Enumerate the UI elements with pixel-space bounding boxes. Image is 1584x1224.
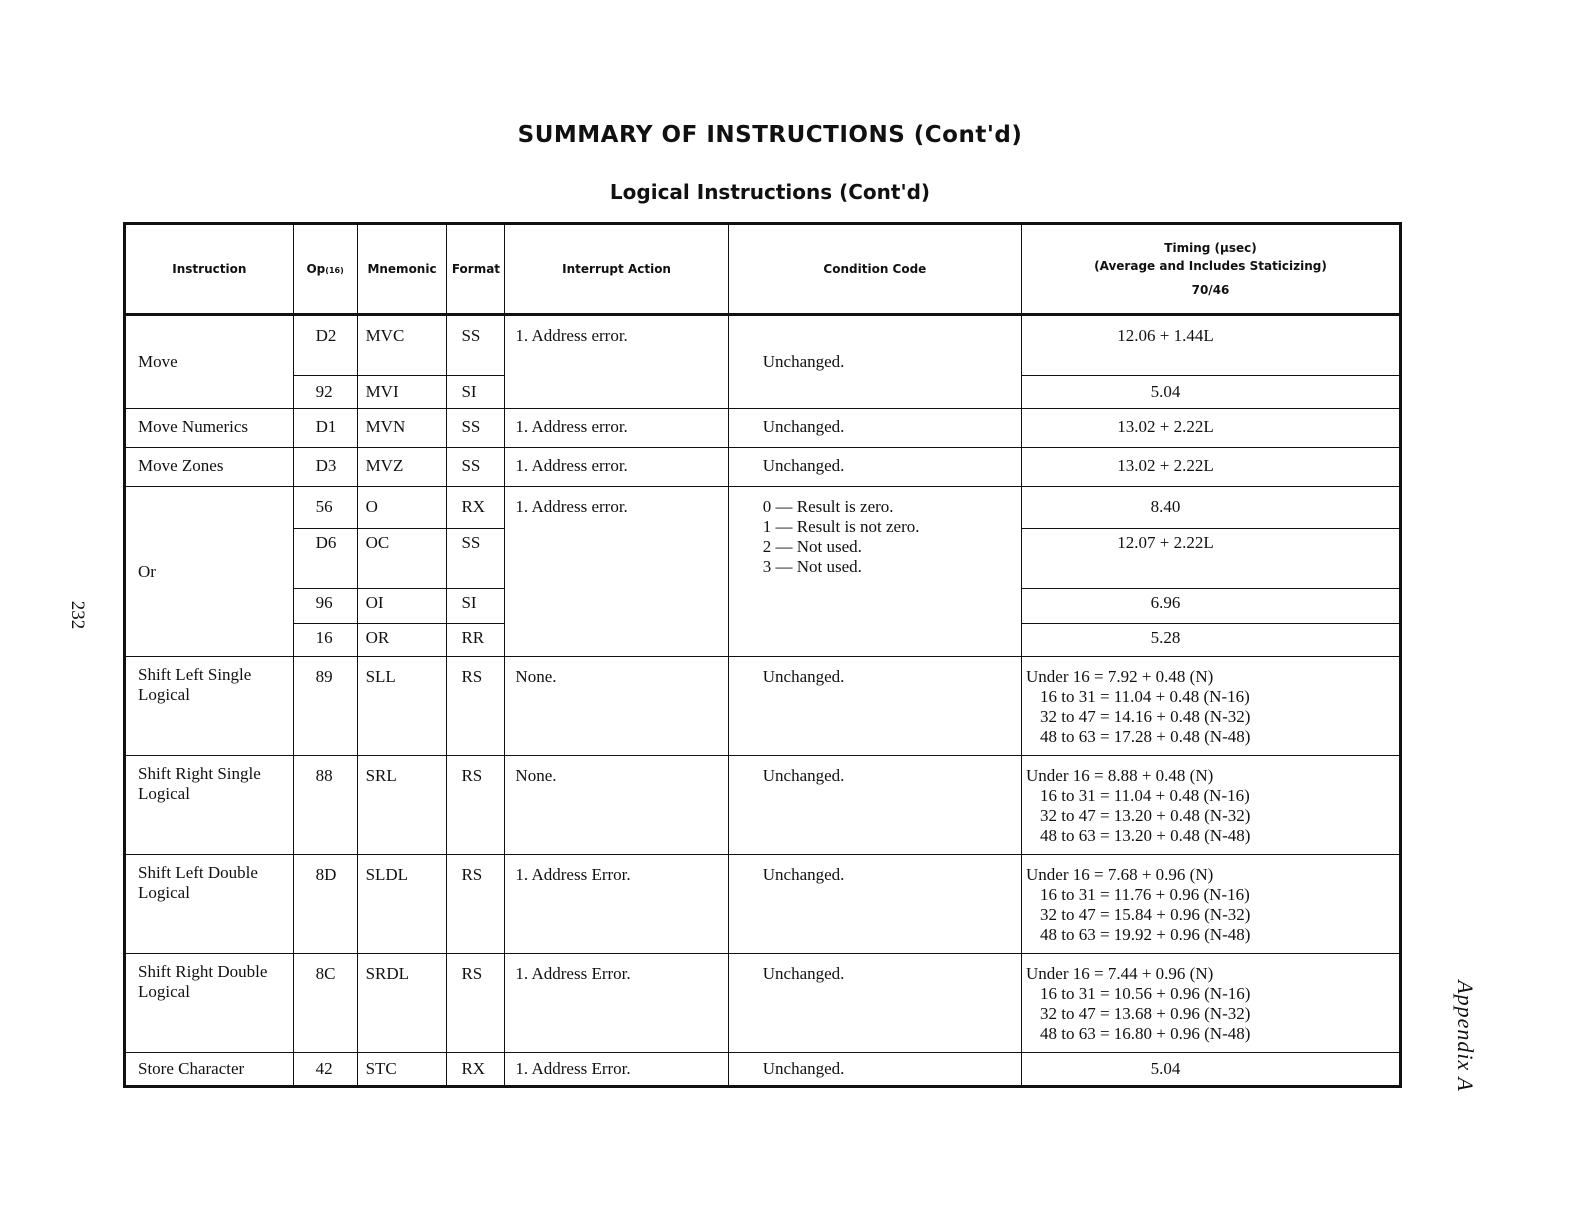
interrupt-cell: 1. Address Error. — [505, 1053, 728, 1087]
timing-line: 16 to 31 = 11.04 + 0.48 (N-16) — [1040, 687, 1250, 706]
instruction-cell: Move Numerics — [125, 409, 294, 448]
timing-line: Under 16 = 8.88 + 0.48 (N) — [1026, 766, 1214, 785]
page-title: SUMMARY OF INSTRUCTIONS (Cont'd) — [517, 122, 1023, 148]
timing-line: 48 to 63 = 17.28 + 0.48 (N-48) — [1040, 727, 1251, 746]
mnemonic-cell: MVC — [357, 315, 447, 376]
timing-line: 32 to 47 = 13.20 + 0.48 (N-32) — [1040, 806, 1251, 825]
interrupt-cell: 1. Address error. — [505, 487, 728, 657]
format-cell: RS — [447, 657, 505, 756]
instruction-cell: Move Zones — [125, 448, 294, 487]
table-row — [125, 756, 1401, 855]
timing-cell: 6.96 — [1022, 589, 1401, 624]
instruction-line: Shift Left Single — [138, 665, 252, 684]
mnemonic-cell: OC — [357, 529, 447, 589]
col-timing-line1: Timing (μsec) — [1164, 241, 1257, 255]
table-row — [125, 855, 1401, 954]
timing-line: 16 to 31 = 11.76 + 0.96 (N-16) — [1040, 885, 1250, 904]
mnemonic-cell: O — [357, 487, 447, 529]
mnemonic-cell: MVZ — [357, 448, 447, 487]
table-row — [125, 954, 1401, 1053]
appendix-letter: A — [1453, 1077, 1478, 1092]
header-row — [125, 224, 1401, 315]
col-timing-line2: (Average and Includes Staticizing) — [1094, 259, 1327, 273]
timing-line: 16 to 31 = 10.56 + 0.96 (N-16) — [1040, 984, 1251, 1003]
table-row — [125, 487, 1401, 529]
interrupt-cell: 1. Address error. — [505, 409, 728, 448]
condition-cell: Unchanged. — [728, 409, 1021, 448]
op-cell: D2 — [293, 315, 357, 376]
table-row — [125, 657, 1401, 756]
mnemonic-cell: MVI — [357, 376, 447, 409]
col-op — [293, 224, 357, 315]
op-cell: 89 — [293, 657, 357, 756]
col-instruction: Instruction — [125, 224, 294, 315]
instruction-line: Logical — [138, 685, 190, 704]
table-row — [125, 409, 1401, 448]
col-interrupt: Interrupt Action — [505, 224, 728, 315]
timing-line: 32 to 47 = 13.68 + 0.96 (N-32) — [1040, 1004, 1251, 1023]
mnemonic-cell: OR — [357, 624, 447, 657]
mnemonic-cell: SLL — [357, 657, 447, 756]
col-timing — [1022, 224, 1401, 315]
instruction-cell: Move — [125, 315, 294, 409]
format-cell: RR — [447, 624, 505, 657]
op-cell: 56 — [293, 487, 357, 529]
appendix-word: Appendix — [1453, 980, 1478, 1072]
op-cell: D1 — [293, 409, 357, 448]
mnemonic-cell: MVN — [357, 409, 447, 448]
col-mnemonic: Mnemonic — [357, 224, 447, 315]
format-cell: SS — [447, 529, 505, 589]
condition-line: 2 — Not used. — [762, 537, 862, 556]
instruction-cell — [125, 954, 294, 1053]
format-cell: SI — [447, 589, 505, 624]
mnemonic-cell: STC — [357, 1053, 447, 1087]
page-number: 232 — [67, 600, 88, 630]
mnemonic-cell: SRL — [357, 756, 447, 855]
op-cell: 8C — [293, 954, 357, 1053]
col-condition: Condition Code — [728, 224, 1021, 315]
timing-line: Under 16 = 7.68 + 0.96 (N) — [1026, 865, 1214, 884]
instruction-cell: Store Character — [125, 1053, 294, 1087]
page-subtitle: Logical Instructions (Cont'd) — [609, 180, 931, 204]
op-cell: 16 — [293, 624, 357, 657]
col-timing-line3: 70/46 — [1191, 283, 1230, 297]
timing-cell: 5.04 — [1022, 1053, 1401, 1087]
timing-line: 48 to 63 = 13.20 + 0.48 (N-48) — [1040, 826, 1251, 845]
op-cell: 96 — [293, 589, 357, 624]
op-cell: 92 — [293, 376, 357, 409]
condition-line: 0 — Result is zero. — [762, 497, 894, 516]
instruction-line: Logical — [138, 784, 190, 803]
appendix-label — [1452, 948, 1478, 1118]
condition-cell — [728, 487, 1021, 657]
condition-line: 1 — Result is not zero. — [762, 517, 920, 536]
timing-line: 32 to 47 = 15.84 + 0.96 (N-32) — [1040, 905, 1251, 924]
table-row — [125, 315, 1401, 376]
timing-cell: 12.07 + 2.22L — [1022, 529, 1401, 589]
col-op-sub: (16) — [325, 266, 344, 275]
interrupt-cell: 1. Address error. — [505, 448, 728, 487]
instruction-cell — [125, 657, 294, 756]
timing-cell — [1022, 657, 1401, 756]
timing-cell: 8.40 — [1022, 487, 1401, 529]
col-op-label: Op — [306, 262, 326, 276]
format-cell: SS — [447, 315, 505, 376]
interrupt-cell: 1. Address Error. — [505, 954, 728, 1053]
instruction-line: Shift Right Double — [138, 962, 268, 981]
timing-line: 48 to 63 = 16.80 + 0.96 (N-48) — [1040, 1024, 1251, 1043]
condition-line: 3 — Not used. — [762, 557, 862, 576]
timing-cell: 5.28 — [1022, 624, 1401, 657]
table-row — [125, 1053, 1401, 1087]
timing-cell — [1022, 855, 1401, 954]
condition-cell: Unchanged. — [728, 1053, 1021, 1087]
format-cell: SS — [447, 448, 505, 487]
instructions-table — [123, 222, 1402, 1088]
op-cell: D6 — [293, 529, 357, 589]
timing-line: 48 to 63 = 19.92 + 0.96 (N-48) — [1040, 925, 1251, 944]
condition-cell: Unchanged. — [728, 756, 1021, 855]
format-cell: SS — [447, 409, 505, 448]
instruction-line: Logical — [138, 883, 190, 902]
op-cell: 88 — [293, 756, 357, 855]
interrupt-cell: None. — [505, 657, 728, 756]
format-cell: RX — [447, 1053, 505, 1087]
table-row — [125, 448, 1401, 487]
condition-cell: Unchanged. — [728, 657, 1021, 756]
timing-cell — [1022, 756, 1401, 855]
condition-cell: Unchanged. — [728, 954, 1021, 1053]
condition-cell: Unchanged. — [728, 855, 1021, 954]
instruction-cell — [125, 855, 294, 954]
timing-line: Under 16 = 7.92 + 0.48 (N) — [1026, 667, 1214, 686]
condition-cell: Unchanged. — [728, 448, 1021, 487]
col-format: Format — [447, 224, 505, 315]
format-cell: RS — [447, 855, 505, 954]
instruction-cell: Or — [125, 487, 294, 657]
timing-cell: 13.02 + 2.22L — [1022, 409, 1401, 448]
mnemonic-cell: SLDL — [357, 855, 447, 954]
timing-cell: 5.04 — [1022, 376, 1401, 409]
timing-line: Under 16 = 7.44 + 0.96 (N) — [1026, 964, 1214, 983]
op-cell: 8D — [293, 855, 357, 954]
instruction-line: Shift Right Single — [138, 764, 261, 783]
format-cell: RX — [447, 487, 505, 529]
interrupt-cell: 1. Address Error. — [505, 855, 728, 954]
interrupt-cell: None. — [505, 756, 728, 855]
timing-cell — [1022, 954, 1401, 1053]
timing-cell: 12.06 + 1.44L — [1022, 315, 1401, 376]
op-cell: D3 — [293, 448, 357, 487]
timing-line: 32 to 47 = 14.16 + 0.48 (N-32) — [1040, 707, 1251, 726]
mnemonic-cell: OI — [357, 589, 447, 624]
condition-cell: Unchanged. — [728, 315, 1021, 409]
format-cell: RS — [447, 756, 505, 855]
format-cell: SI — [447, 376, 505, 409]
instruction-line: Logical — [138, 982, 190, 1001]
timing-cell: 13.02 + 2.22L — [1022, 448, 1401, 487]
instruction-cell — [125, 756, 294, 855]
interrupt-cell: 1. Address error. — [505, 315, 728, 409]
op-cell: 42 — [293, 1053, 357, 1087]
format-cell: RS — [447, 954, 505, 1053]
mnemonic-cell: SRDL — [357, 954, 447, 1053]
timing-line: 16 to 31 = 11.04 + 0.48 (N-16) — [1040, 786, 1250, 805]
instruction-line: Shift Left Double — [138, 863, 258, 882]
